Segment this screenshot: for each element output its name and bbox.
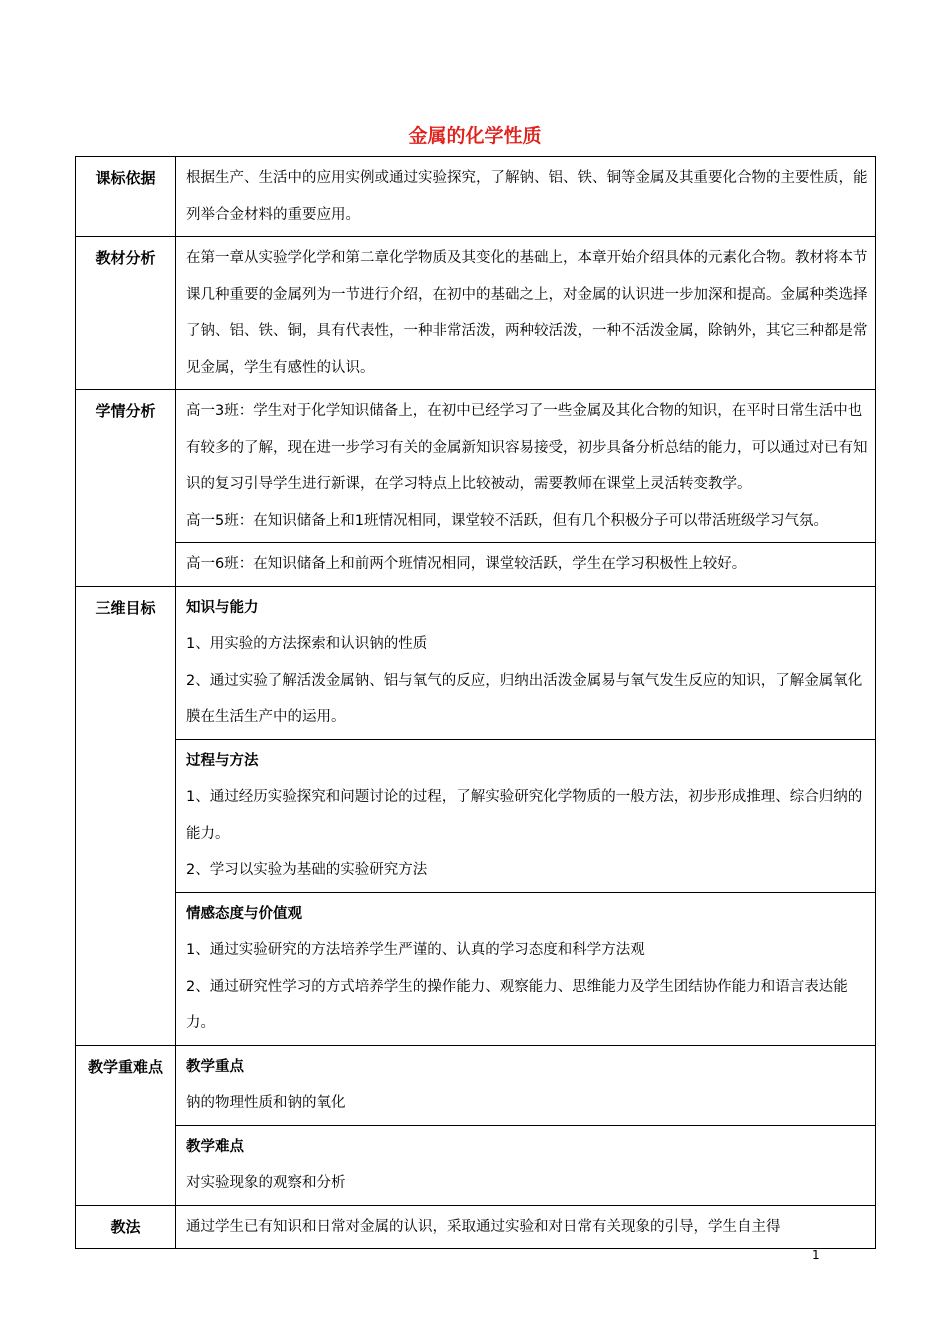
cell-students-class6	[176, 543, 876, 587]
cell-keypoints-difficulty	[176, 1125, 876, 1205]
row-keypoints-focus	[76, 1045, 876, 1125]
textbook-text: 在第一章从实验学化学和第二章化学物质及其变化的基础上，本章开始介绍具体的元素化合物。教材将本节课几种重要的金属列为一节进行介绍，在初中的基础之上，对金属的认识进一步加深和提高。金属种类选择了钠、铝、铁、铜，具有代表性，一种非常活泼，两种较活泼，一种不活泼金属，除钠外，其它三种都是常见金属，学生有感性的认识。	[186, 250, 868, 376]
students-class5: 高一5班：在知识储备上和1班情况相同，课堂较不活跃，但有几个积极分子可以带活班级学习气氛。	[186, 512, 828, 529]
focus-text: 钠的物理性质和钠的氧化	[186, 1095, 346, 1111]
label-keypoints: 教学重难点	[76, 1045, 176, 1205]
focus-heading: 教学重点	[186, 1058, 244, 1075]
row-students	[76, 390, 876, 543]
cell-keypoints-focus	[176, 1045, 876, 1125]
cell-goals-attitude	[176, 892, 876, 1045]
basis-text: 根据生产、生活中的应用实例或通过实验探究，了解钠、铝、铁、铜等金属及其重要化合物的主要性质，能列举合金材料的重要应用。	[186, 170, 868, 223]
page-number: 1	[812, 1248, 820, 1262]
row-method	[76, 1205, 876, 1249]
label-goals: 三维目标	[76, 586, 176, 1045]
attitude-heading: 情感态度与价值观	[186, 905, 302, 922]
difficulty-heading: 教学难点	[186, 1138, 244, 1155]
students-class6: 高一6班：在知识储备上和前两个班情况相同，课堂较活跃，学生在学习积极性上较好。	[186, 556, 747, 572]
cell-goals-knowledge	[176, 586, 876, 739]
row-goals-knowledge	[76, 586, 876, 739]
process-heading: 过程与方法	[186, 752, 259, 769]
lesson-plan-table	[75, 156, 876, 1249]
row-goals-attitude	[76, 892, 876, 1045]
label-method: 教法	[76, 1205, 176, 1249]
label-textbook: 教材分析	[76, 237, 176, 390]
process-item-2: 2、学习以实验为基础的实验研究方法	[186, 862, 428, 878]
process-item-1: 1、通过经历实验探究和问题讨论的过程，了解实验研究化学物质的一般方法，初步形成推理、综合归纳的能力。	[186, 789, 863, 842]
cell-goals-process	[176, 739, 876, 892]
row-textbook	[76, 237, 876, 390]
attitude-item-2: 2、通过研究性学习的方式培养学生的操作能力、观察能力、思维能力及学生团结协作能力和语言表达能力。	[186, 978, 848, 1031]
row-students-class6	[76, 543, 876, 587]
knowledge-item-1: 1、用实验的方法探索和认识钠的性质	[186, 636, 428, 652]
row-goals-process	[76, 739, 876, 892]
row-basis	[76, 157, 876, 237]
cell-textbook	[176, 237, 876, 390]
method-text: 通过学生已有知识和日常对金属的认识，采取通过实验和对日常有关现象的引导，学生自主得	[186, 1218, 781, 1235]
label-students: 学情分析	[76, 390, 176, 587]
cell-students-main	[176, 390, 876, 543]
document-title: 金属的化学性质	[408, 125, 542, 147]
knowledge-heading: 知识与能力	[186, 599, 259, 616]
cell-method	[176, 1205, 876, 1249]
label-basis: 课标依据	[76, 157, 176, 237]
cell-basis	[176, 157, 876, 237]
difficulty-text: 对实验现象的观察和分析	[186, 1175, 346, 1191]
knowledge-item-2: 2、通过实验了解活泼金属钠、铝与氧气的反应，归纳出活泼金属易与氧气发生反应的知识，了解金属氧化膜在生活生产中的运用。	[186, 672, 863, 725]
row-keypoints-difficulty	[76, 1125, 876, 1205]
students-class3: 高一3班：学生对于化学知识储备上，在初中已经学习了一些金属及其化合物的知识，在平时日常生活中也有较多的了解，现在进一步学习有关的金属新知识容易接受，初步具备分析总结的能力，可以通过对已有知识的复习引导学生进行新课，在学习特点上比较被动，需要教师在课堂上灵活转变教学。	[186, 403, 868, 492]
attitude-item-1: 1、通过实验研究的方法培养学生严谨的、认真的学习态度和科学方法观	[186, 942, 645, 958]
